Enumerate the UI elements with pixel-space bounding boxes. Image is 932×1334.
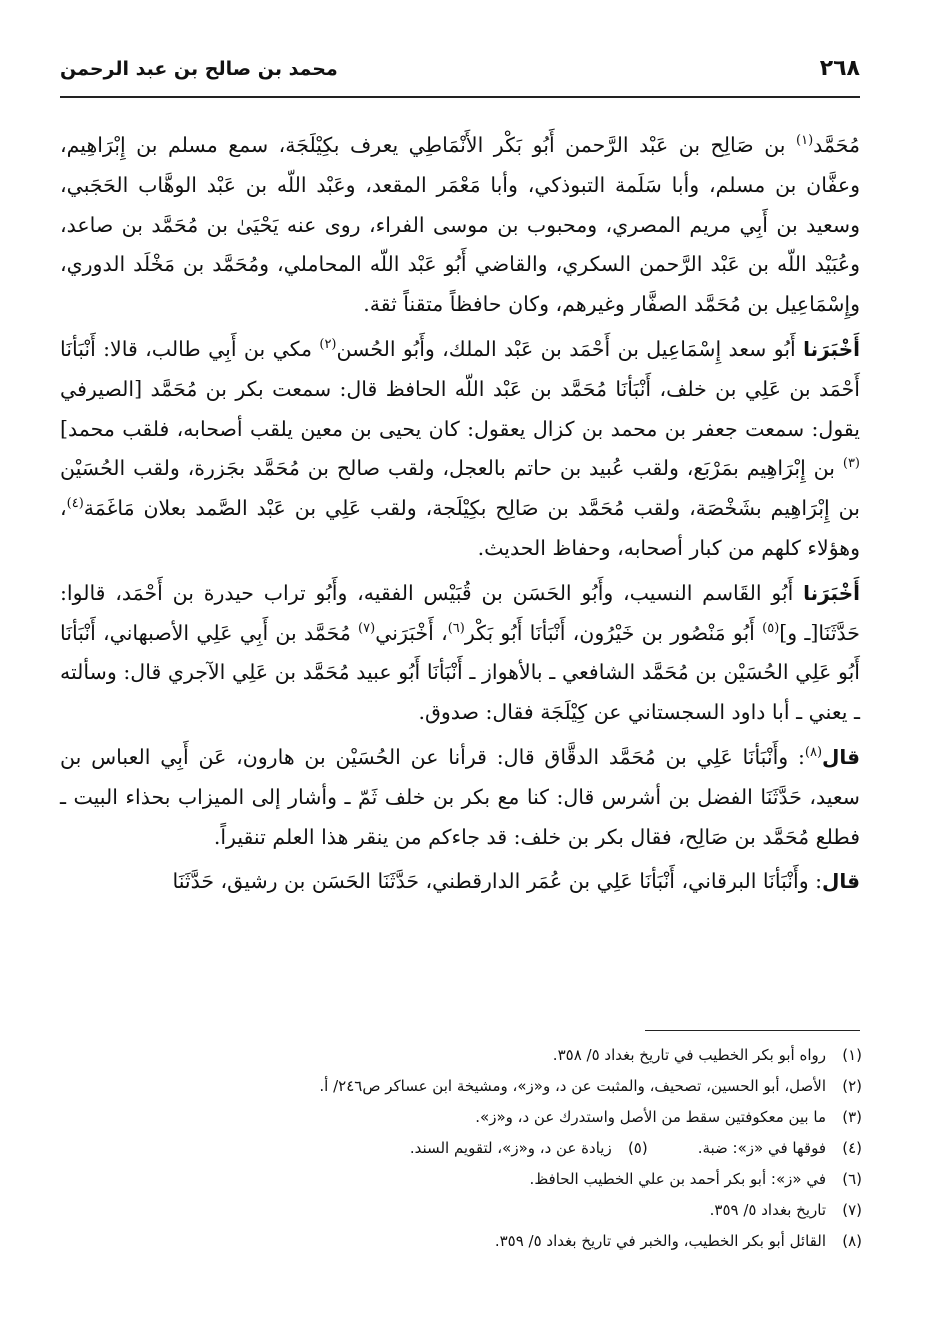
footnote-reference: (٦) xyxy=(447,620,465,636)
running-title: محمد بن صالح بن عبد الرحمن xyxy=(60,58,338,80)
footnote-number: (٤) xyxy=(842,1139,862,1157)
footnote-line xyxy=(70,1071,862,1102)
paragraph-lead-word: قال xyxy=(822,869,860,894)
footnote-reference: (٢) xyxy=(319,337,337,353)
footnote-reference: (٧) xyxy=(358,620,376,636)
text-run: مكي بن أَبِي طالب، قالا: أَنْبَأنَا أَحْمَد بن عَلِي بن خلف، أَنْبَأنَا مُحَمَّد بن عَبْد اللّه الحافظ قال: سمعت بكر بن مُحَمَّد [الصيرفي يقول: سمعت جعفر بن محمد بن كزال يعقول: كان يحيى بن معين يلقب أصحابه، فلقب محمد] xyxy=(60,336,860,441)
header-rule xyxy=(60,96,860,98)
footnote-text: في «ز»: أبو بكر أحمد بن علي الخطيب الحافظ. xyxy=(529,1170,826,1188)
footnote-text: فوقها في «ز»: ضبة. xyxy=(697,1139,826,1157)
paragraph xyxy=(60,126,860,325)
footnote xyxy=(553,1040,862,1071)
paragraph-lead-word: قال xyxy=(822,744,860,769)
text-run: بن صَالِح بن عَبْد الرَّحمن أَبُو بَكْر الأَنْمَاطِي يعرف بكِيْلَجَة، سمع مسلم بن إِبْرَاهِيم، وعفَّان بن مسلم، وأبا سَلَمة التبوذكي، وأبا مَعْمَر المقعد، وعَبْد اللّه بن عَبْد الوهَّاب الحَجَبي، وسعيد بن أَبِي مريم المصري، ومحبوب بن موسى الفراء، روى عنه يَحْيَىٰ بن مُحَمَّد بن صاعد، وعُبَيْد اللّه بن عَبْد الرَّحمن السكري، والقاضي أَبُو عَبْد اللّه المحاملي، ومُحَمَّد بن مَخْلَد الدوري، وإِسْمَاعِيل بن مُحَمَّد الصفَّار وغيرهم، وكان حافظاً متقناً ثقة. xyxy=(60,133,860,317)
text-run: ، وهؤلاء كلهم من كبار أصحابه، وحفاظ الحديث. xyxy=(60,496,860,560)
page-number: ٢٦٨ xyxy=(819,56,860,81)
text-run: أَبُو سعد إِسْمَاعِيل بن أَحْمَد بن عَبْد الملك، وأَبُو الحُسن xyxy=(336,336,804,361)
text-run: ، أَخْبَرَني xyxy=(375,620,448,645)
paragraph xyxy=(60,574,860,733)
footnote-number: (٨) xyxy=(842,1232,862,1250)
footnote xyxy=(319,1071,862,1102)
page-header xyxy=(60,52,860,92)
footnote-line xyxy=(70,1226,862,1257)
paragraph-lead-word: أَخْبَرَنا xyxy=(803,336,860,361)
footnote xyxy=(698,1133,862,1164)
footnote-text: تاريخ بغداد ٥/ ٣٥٩. xyxy=(709,1201,826,1219)
paragraph xyxy=(60,862,860,902)
footnote-number: (٣) xyxy=(842,1108,862,1126)
paragraph xyxy=(60,330,860,569)
text-run: مُحَمَّد xyxy=(813,133,860,157)
footnote-line xyxy=(70,1195,862,1226)
text-run: : وأَنْبَأنَا البرقاني، أَنْبَأنَا عَلِي بن عُمَر الدارقطني، حَدَّثَنَا الحَسَن بن رشيق، حَدَّثَنَا xyxy=(172,869,823,894)
footnote xyxy=(410,1133,648,1164)
footnote-number: (٦) xyxy=(842,1170,862,1188)
footnote-line xyxy=(70,1164,862,1195)
paragraph-lead-word: أَخْبَرَنا xyxy=(803,580,860,605)
text-run: مُحَمَّد بن أَبِي عَلِي الأصبهاني، أَنْبَأنَا أَبُو عَلِي الحُسَيْن بن مُحَمَّد الشافعي ـ بالأهواز ـ أَنْبَأنَا أَبُو عبيد مُحَمَّد بن عَلِي الآجري قال: وسألته ـ يعني ـ أبا داود السجستاني عن كِيْلَجَة فقال: صدوق. xyxy=(60,620,860,725)
footnote-line xyxy=(70,1133,862,1164)
footnote xyxy=(530,1164,862,1195)
footnote-number: (٢) xyxy=(842,1077,862,1095)
footnote-text: الأصل، أبو الحسين، تصحيف، والمثبت عن د، و«ز»، ومشيخة ابن عساكر ص٢٤٦/ أ. xyxy=(319,1077,826,1095)
footnote xyxy=(710,1195,862,1226)
text-run: بن إِبْرَاهِيم بمَرْبَع، ولقب عُبيد بن حاتم بالعجل، ولقب صالح بن مُحَمَّد بجَزرة، ولقب الحُسَيْن بن إِبْرَاهِيم بشَخْصَة، ولقب مُحَمَّد بن صَالِح بكِيْلَجة، ولقب عَلِي بن عَبْد الصَّمد بعلان مَاغَمَة xyxy=(60,456,860,521)
text-run: : وأَنْبَأنَا عَلِي بن مُحَمَّد الدقَّاق قال: قرأنا عن الحُسَيْن بن هارون، عَن أَبِي العباس بن سعيد، حَدَّثَنَا الفضل بن أشرس قال: كنا مع بكر بن خلف ثَمّ ـ وأشار إلى الميزاب بحذاء البيت ـ فطلع مُحَمَّد بن صَالِح، فقال بكر بن خلف: قد جاءكم من ينقر هذا العلم تنقيراً. xyxy=(60,744,860,849)
footnotes xyxy=(70,1040,862,1257)
paragraph xyxy=(60,738,860,857)
footnote-reference: (١) xyxy=(796,133,814,149)
footnote xyxy=(495,1226,862,1257)
main-text xyxy=(60,126,860,907)
footnote-line xyxy=(70,1040,862,1071)
footnote-reference: (٤) xyxy=(66,496,84,512)
footnote-number: (١) xyxy=(842,1046,862,1064)
footnote-text: زيادة عن د، و«ز»، لتقويم السند. xyxy=(409,1139,612,1157)
footnote-reference: (٥) xyxy=(762,620,780,636)
footnote-rule xyxy=(645,1030,860,1031)
footnote-number: (٥) xyxy=(627,1139,648,1157)
footnote-reference: (٣) xyxy=(842,456,860,472)
footnote-number: (٧) xyxy=(842,1201,862,1219)
footnote-text: القائل أبو بكر الخطيب، والخبر في تاريخ بغداد ٥/ ٣٥٩. xyxy=(494,1232,826,1250)
footnote-reference: (٨) xyxy=(804,745,823,761)
footnote xyxy=(475,1102,862,1133)
text-run: أَبُو القَاسم النسيب، وأَبُو الحَسَن بن قُبَيْس الفقيه، وأَبُو تراب حيدرة بن أَحْمَد، قالوا: حَدَّثَنَا[ـ و] xyxy=(60,580,860,645)
text-run: أَبُو مَنْصُور بن خَيْرُون، أَنْبَأنَا أَبُو بَكْر xyxy=(464,620,763,645)
footnote-text: ما بين معكوفتين سقط من الأصل واستدرك عن د، و«ز». xyxy=(475,1108,826,1126)
footnote-line xyxy=(70,1102,862,1133)
footnote-text: رواه أبو بكر الخطيب في تاريخ بغداد ٥/ ٣٥٨. xyxy=(552,1046,826,1064)
